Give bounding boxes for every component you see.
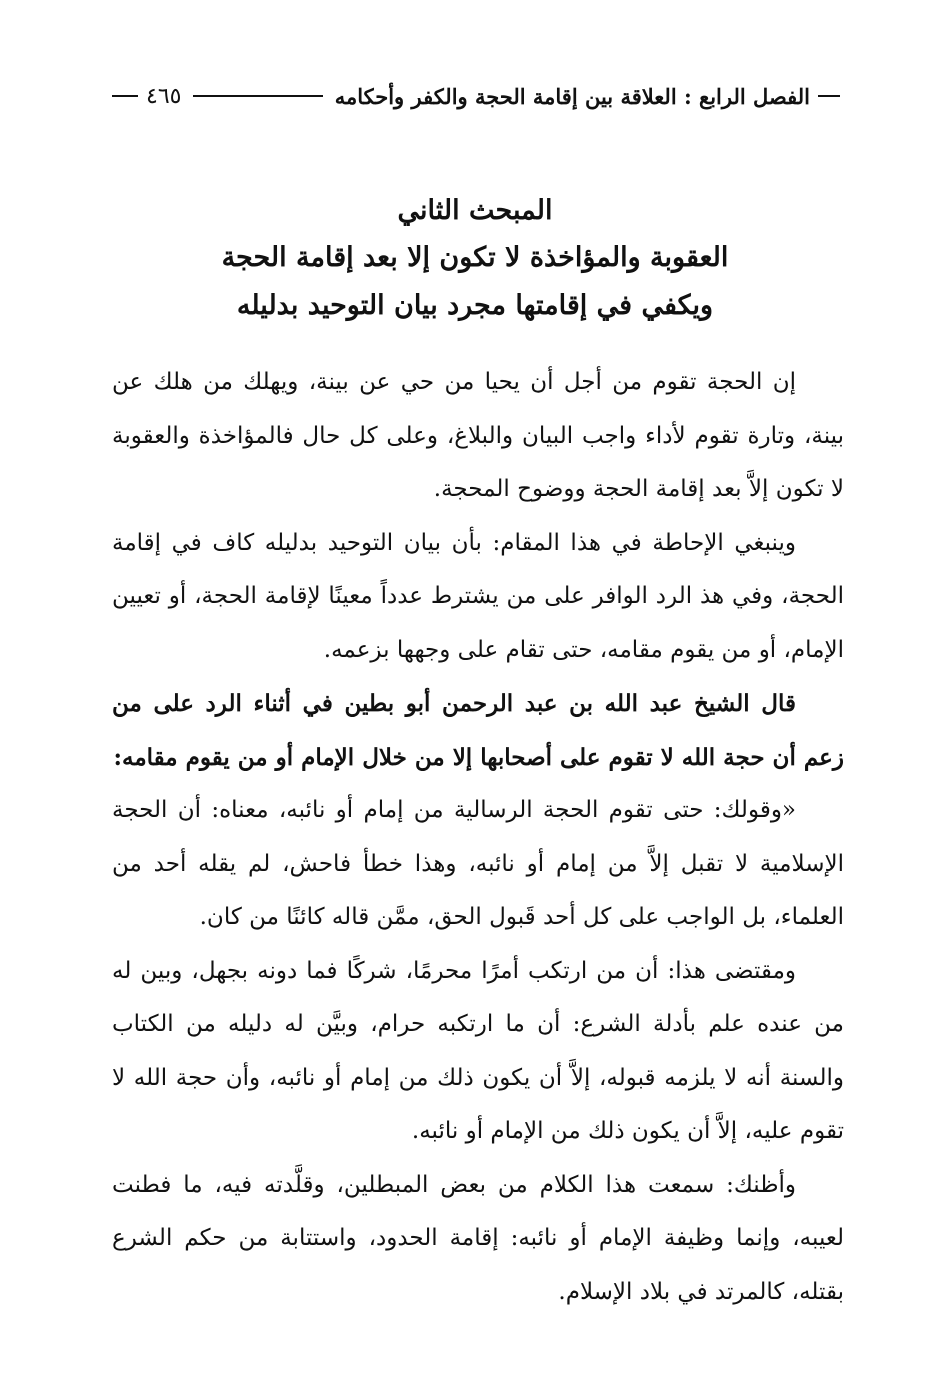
quote-introduction: قال الشيخ عبد الله بن عبد الرحمن أبو بطين في أثناء الرد على من زعم أن حجة الله لا تقوم على أصحابها إلا من خلال الإمام أو من يقوم مقامه:	[112, 690, 844, 771]
quote-paragraph-2: ومقتضى هذا: أن من ارتكب أمرًا محرمًا، شركًا فما دونه بجهل، وبين له من عنده علم بأدلة الشرع: أن ما ارتكبه حرام، وبيَّن له دليله من الكتاب والسنة أنه لا يلزمه قبوله، إلاَّ أن يكون ذلك من إمام أو نائبه، وأن حجة الله لا تقوم عليه، إلاَّ أن يكون ذلك من الإمام أو نائبه.	[112, 957, 844, 1144]
chapter-title: الفصل الرابع : العلاقة بين إقامة الحجة والكفر وأحكامه	[334, 83, 810, 109]
running-header	[112, 76, 840, 116]
paragraph-1: إن الحجة تقوم من أجل أن يحيا من حي عن بينة، ويهلك من هلك عن بينة، وتارة تقوم لأداء واجب البيان والبلاغ، وعلى كل حال فالمؤاخذة والعقوبة لا تكون إلاَّ بعد إقامة الحجة ووضوح المحجة.	[112, 369, 844, 502]
header-rule-right	[818, 95, 840, 97]
page-number: ٤٦٥	[146, 83, 182, 109]
header-rule-middle	[193, 95, 322, 97]
section-heading: المبحث الثاني	[397, 195, 553, 226]
paragraph-2: وينبغي الإحاطة في هذا المقام: بأن بيان التوحيد بدليله كاف في إقامة الحجة، وفي هذ الرد الوافر على من يشترط عدداً معينًا لإقامة الحجة، أو تعيين الإمام، أو من يقوم مقامه، حتى تقام على وجهها بزعمه.	[112, 529, 844, 663]
header-rule-left	[112, 95, 138, 97]
section-title-line-1: العقوبة والمؤاخذة لا تكون إلا بعد إقامة الحجة	[221, 242, 729, 273]
quote-paragraph-3: وأظنك: سمعت هذا الكلام من بعض المبطلين، وقلَّدته فيه، ما فطنت لعيبه، وإنما وظيفة الإمام أو نائبه: إقامة الحدود، واستتابة من حكم الشرع بقتله، كالمرتد في بلاد الإسلام.	[112, 1171, 844, 1305]
section-title-line-2: ويكفي في إقامتها مجرد بيان التوحيد بدليله	[236, 290, 714, 321]
body-text	[112, 356, 844, 1319]
section-headings	[110, 188, 840, 330]
quote-paragraph-1: «وقولك: حتى تقوم الحجة الرسالية من إمام أو نائبه، معناه: أن الحجة الإسلامية لا تقبل إلاَّ من إمام أو نائبه، وهذا خطأ فاحش، لم يقله أحد من العلماء، بل الواجب على كل أحد قَبول الحق، ممَّن قاله كائنًا من كان.	[112, 797, 844, 930]
